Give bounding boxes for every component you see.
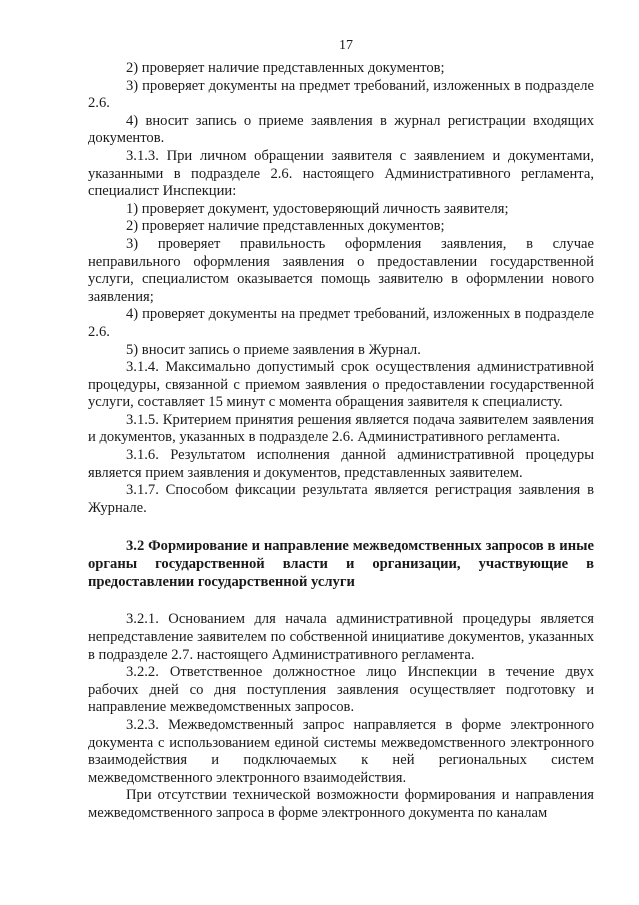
paragraph-b-2: 3.2.3. Межведомственный запрос направляется в форме электронного документа с использованием единой системы межведомственного электронного взаимодействия и подключаемых к ней региональных систем межведомственного электронного взаимодействия.	[88, 717, 594, 786]
paragraph-b-0: 3.2.1. Основанием для начала административной процедуры является непредставление заявителем по собственной инициативе документов, указанных в подразделе 2.7. настоящего Административного регламента.	[88, 611, 594, 663]
paragraph-a-12: 3.1.7. Способом фиксации результата является регистрация заявления в Журнале.	[88, 482, 594, 516]
paragraph-a-7: 4) проверяет документы на предмет требований, изложенных в подразделе 2.6.	[88, 306, 594, 340]
section-heading-3-2: 3.2 Формирование и направление межведомственных запросов в иные органы государственной власти и организации, участвующие в предоставлении государственной услуги	[88, 538, 594, 591]
paragraph-a-11: 3.1.6. Результатом исполнения данной административной процедуры является прием заявления и документов, представленных заявителем.	[88, 447, 594, 481]
paragraph-a-5: 2) проверяет наличие представленных документов;	[126, 218, 445, 235]
paragraph-a-2: 4) вносит запись о приеме заявления в журнал регистрации входящих документов.	[88, 112, 594, 147]
paragraph-a-6: 3) проверяет правильность оформления заявления, в случае неправильного оформления заявления о предоставлении государственной услуги, специалистом оказывается помощь заявителю в оформлении нового заявления;	[88, 235, 594, 305]
paragraph-b-3: При отсутствии технической возможности формирования и направления межведомственного запроса в форме электронного документа по каналам	[88, 787, 594, 821]
paragraph-a-0: 2) проверяет наличие представленных документов;	[126, 60, 445, 76]
paragraph-b-1: 3.2.2. Ответственное должностное лицо Инспекции в течение двух рабочих дней со дня поступления заявления осуществляет подготовку и направление межведомственных запросов.	[88, 664, 594, 716]
paragraph-a-4: 1) проверяет документ, удостоверяющий личность заявителя;	[126, 200, 509, 217]
paragraph-a-3: 3.1.3. При личном обращении заявителя с заявлением и документами, указанными в подразделе 2.6. настоящего Административного регламента, специалист Инспекции:	[88, 147, 594, 200]
paragraph-a-10: 3.1.5. Критерием принятия решения является подача заявителем заявления и документов, указанных в подразделе 2.6. Административного регламента.	[88, 411, 594, 446]
paragraph-a-8: 5) вносит запись о приеме заявления в Журнал.	[126, 341, 421, 358]
paragraph-a-1: 3) проверяет документы на предмет требований, изложенных в подразделе 2.6.	[88, 77, 594, 112]
section-spacer	[88, 517, 594, 537]
page-number: 17	[339, 38, 353, 53]
paragraph-a-9: 3.1.4. Максимально допустимый срок осуществления административной процедуры, связанной с приемом заявления о предоставлении государственной услуги, составляет 15 минут с момента обращения заявителя к специалисту.	[88, 359, 594, 411]
section-spacer	[88, 591, 594, 611]
